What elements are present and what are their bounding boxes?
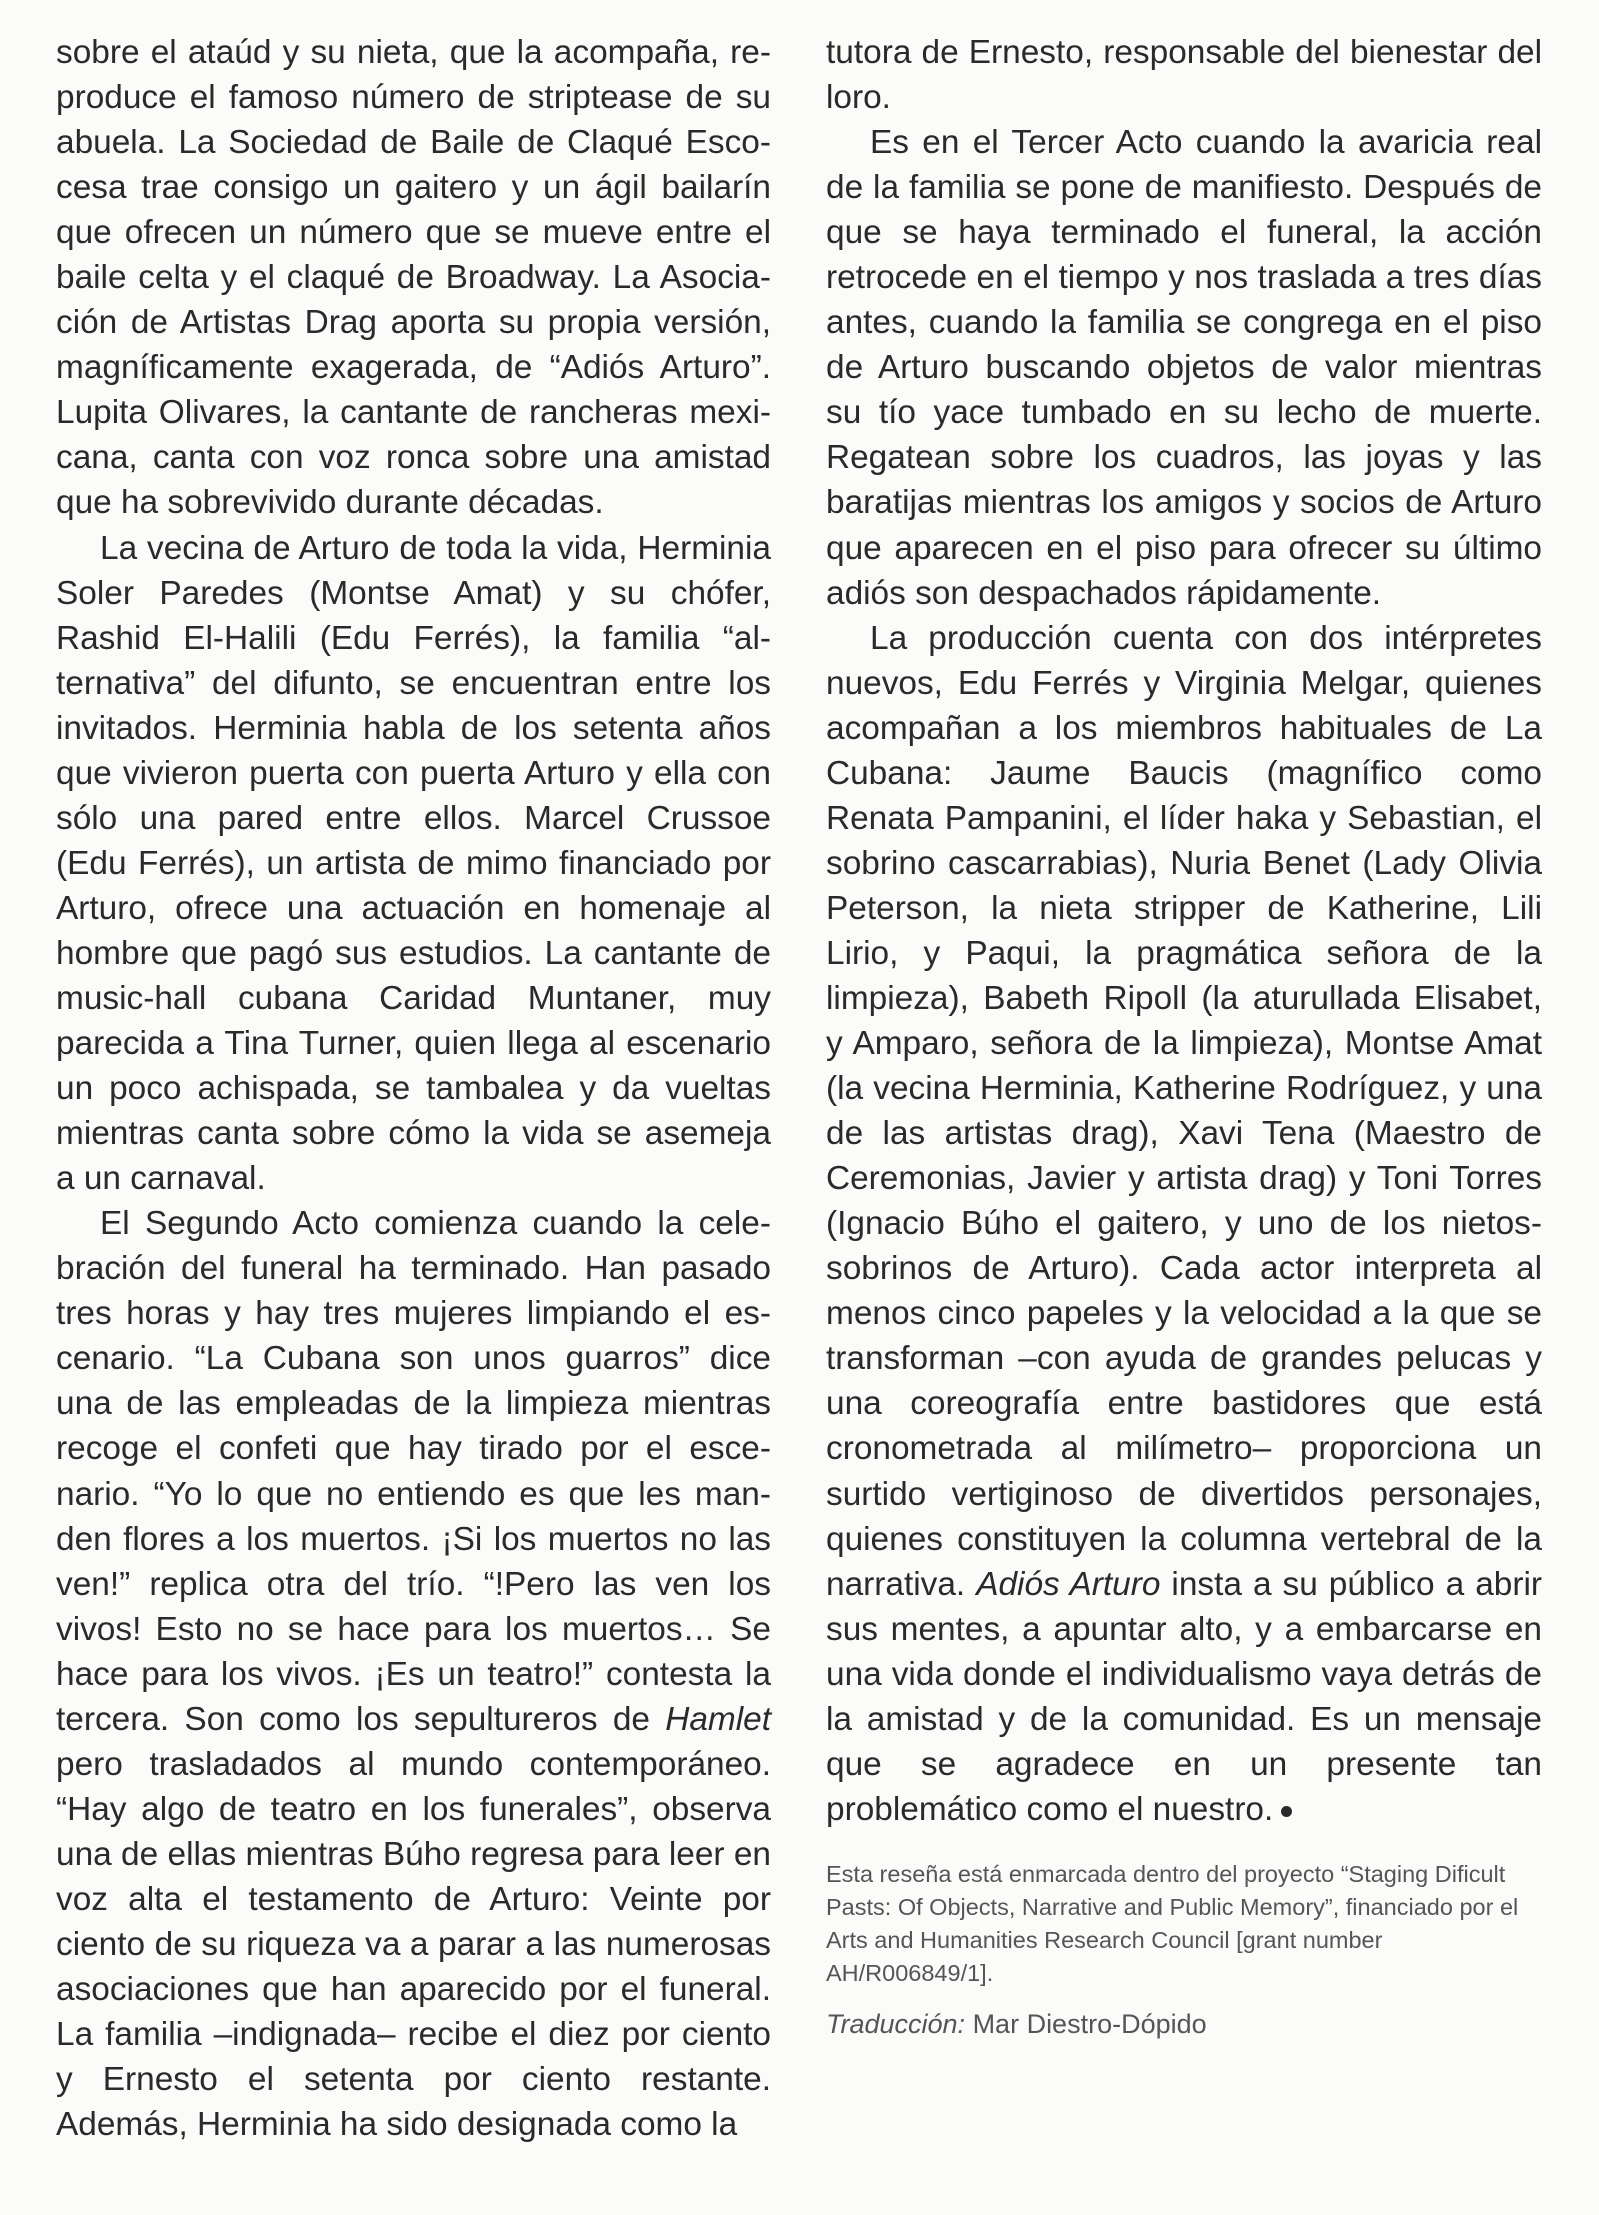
project-note: Esta reseña está enmarcada dentro del proyecto “Staging Dificult Pasts: Of Objects, Narrative and Public Memory”, financiado por el Arts and Humanities Research Council [grant number AH/R006849/1]. [826, 1860, 1519, 1986]
right-column [826, 30, 1542, 2042]
translation-credit [826, 2006, 1542, 2042]
paragraph-continuation-right: tutora de Ernesto, responsable del bienestar del loro. [826, 34, 1542, 117]
paragraph-cast [826, 616, 1542, 1832]
cast-text-end: insta a su público a abrir sus mentes, a apuntar alto, y a embarcarse en una vida donde el individualismo vaya detrás de la amistad y de la comunidad. Es un mensaje que se agradece en un presente tan problemático como el nuestro. [826, 1565, 1542, 1828]
second-act-text: El Segundo Acto comienza cuando la celebración del funeral ha terminado. Han pasado tres horas y hay tres mujeres limpiando el escenario. “La Cubana son unos guarros” dice una de las empleadas de la limpieza mientras recoge el confeti que hay tirado por el escenario. “Yo lo que no entiendo es que les manden flores a los muertos. ¡Si los muertos no las ven!” replica otra del trío. “!Pero las ven los vivos! Esto no se hace para los muertos… Se hace para los vivos. ¡Es un teatro!” contesta la tercera. Son como los sepultureros de [56, 1205, 771, 1738]
left-column [56, 30, 771, 2147]
translation-label: Traducción: [826, 2008, 966, 2039]
second-act-text-end: pero trasladados al mundo contemporáneo. “Hay algo de teatro en los funerales”, observa una de ellas mientras Búho regresa para leer en voz alta el testamento de Arturo: Veinte por ciento de su riqueza va a parar a las numerosas asociaciones que han aparecido por el funeral. La familia –indignada– recibe el diez por ciento y Ernesto el setenta por ciento restante. Además, Herminia ha sido designada como la [56, 1745, 771, 2144]
paragraph-second-act [56, 1201, 771, 2147]
hamlet-title: Hamlet [665, 1700, 771, 1738]
translator-name: Mar Diestro-Dópido [965, 2008, 1207, 2039]
end-of-article-mark [1281, 1806, 1292, 1817]
paragraph-continuation: sobre el ataúd y su nieta, que la acompaña, reproduce el famoso número de striptease de su abuela. La Sociedad de Baile de Claqué Escocesa trae consigo un gaitero y un ágil bailarín que ofrecen un número que se mueve entre el baile celta y el claqué de Broadway. La Asociación de Artistas Drag aporta su propia versión, magníficamente exagerada, de “Adiós Arturo”. Lupita Olivares, la cantante de rancheras mexicana, canta con voz ronca sobre una amistad que ha sobrevivido durante décadas. [56, 34, 771, 522]
cast-text: La producción cuenta con dos intérpretes nuevos, Edu Ferrés y Virginia Melgar, quienes acompañan a los miembros habituales de La Cubana: Jaume Baucis (magnífico como Renata Pampanini, el líder haka y Sebastian, el sobrino cascarrabias), Nuria Benet (Lady Olivia Peterson, la nieta stripper de Katherine, Lili Lirio, y Paqui, la pragmática señora de la limpieza), Babeth Ripoll (la aturullada Elisabet, y Amparo, señora de la limpieza), Montse Amat (la vecina Herminia, Katherine Rodríguez, y una de las artistas drag), Xavi Tena (Maestro de Ceremonias, Javier y artista drag) y Toni Torres (Ignacio Búho el gaitero, y uno de los nietos-sobrinos de Arturo). Cada actor interpreta al menos cinco papeles y la velocidad a la que se transforman –con ayuda de grandes pelucas y una coreografía entre bastidores que está cronometrada al milímetro– proporciona un surtido vertiginoso de divertidos personajes, quienes constituyen la columna vertebral de la narrativa. [826, 619, 1542, 1603]
paragraph-neighbours: La vecina de Arturo de toda la vida, Herminia Soler Paredes (Montse Amat) y su chófer, Rashid El-Halili (Edu Ferrés), la familia “alternativa” del difunto, se encuentran entre los invitados. Herminia habla de los setenta años que vivieron puerta con puerta Arturo y ella con sólo una pared entre ellos. Marcel Crussoe (Edu Ferrés), un artista de mimo financiado por Arturo, ofrece una actuación en homenaje al hombre que pagó sus estudios. La cantante de music-hall cubana Caridad Muntaner, muy parecida a Tina Turner, quien llega al escenario un poco achispada, se tambalea y da vueltas mientras canta sobre cómo la vida se asemeja a un carnaval. [56, 529, 771, 1198]
paragraph-third-act: Es en el Tercer Acto cuando la avaricia real de la familia se pone de manifiesto. Después de que se haya terminado el funeral, la acción retrocede en el tiempo y nos traslada a tres días antes, cuando la familia se congrega en el piso de Arturo buscando objetos de valor mientras su tío yace tumbado en su lecho de muerte. Regatean sobre los cuadros, las joyas y las baratijas mientras los amigos y socios de Arturo que aparecen en el piso para ofrecer su último adiós son despachados rápidamente. [826, 124, 1542, 612]
adios-arturo-title: Adiós Arturo [976, 1565, 1161, 1603]
